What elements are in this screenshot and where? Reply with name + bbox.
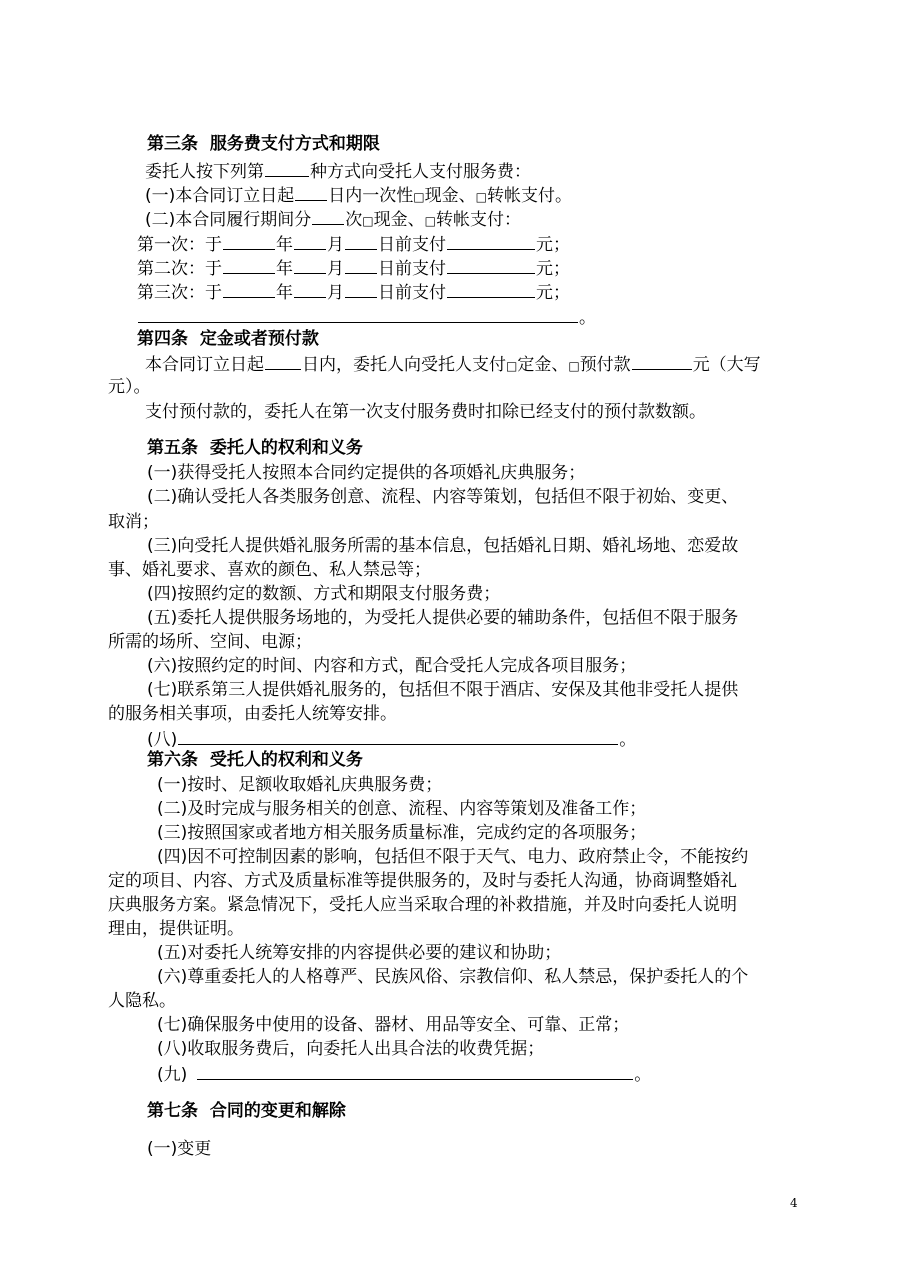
checkbox-icon[interactable]: □ <box>424 214 436 228</box>
blank-field[interactable] <box>447 231 535 250</box>
blank-field[interactable] <box>447 279 535 298</box>
art6-item-4-cont-3: 理由，提供证明。 <box>108 919 244 939</box>
art4-line-3: 支付预付款的，委托人在第一次支付服务费时扣除已经支付的预付款数额。 <box>145 402 706 422</box>
art5-item-7-cont: 的服务相关事项，由委托人统筹安排。 <box>108 704 397 724</box>
art5-item-3: (三)向受托人提供婚礼服务所需的基本信息，包括婚礼日期、婚礼场地、恋爱故 <box>147 536 739 556</box>
art6-item-9: (九) 。 <box>157 1061 651 1087</box>
article-3-title: 第三条 服务费支付方式和期限 <box>147 134 380 154</box>
blank-field[interactable] <box>447 255 535 274</box>
art6-item-4-cont-2: 庆典服务方案。紧急情况下，受托人应当采取合理的补救措施，并及时向委托人说明 <box>108 895 737 915</box>
checkbox-icon[interactable]: □ <box>475 190 487 204</box>
checkbox-icon[interactable]: □ <box>568 359 580 373</box>
article-7-title: 第七条 合同的变更和解除 <box>147 1101 346 1121</box>
art6-item-6: (六)尊重委托人的人格尊严、民族风俗、宗教信仰、私人禁忌，保护委托人的个 <box>157 967 749 987</box>
art6-item-6-cont: 人隐私。 <box>108 991 176 1011</box>
art4-line-2: 元）。 <box>108 377 151 397</box>
blank-field[interactable] <box>312 206 344 225</box>
art3-line-1: 委托人按下列第 种方式向受托人支付服务费： <box>145 158 531 184</box>
blank-field[interactable] <box>223 231 275 250</box>
payment-row-3: 第三次：于 年 月 日前支付 元； <box>137 279 570 305</box>
art7-item-1: (一)变更 <box>147 1139 212 1159</box>
blank-field[interactable] <box>345 279 377 298</box>
blank-field[interactable] <box>294 231 326 250</box>
blank-field[interactable] <box>345 231 377 250</box>
art5-item-2-cont: 取消； <box>108 512 159 532</box>
blank-field[interactable] <box>178 726 618 745</box>
checkbox-icon[interactable]: □ <box>413 190 425 204</box>
art5-item-6: (六)按照约定的时间、内容和方式，配合受托人完成各项目服务； <box>147 656 637 676</box>
art3-option-2: (二)本合同履行期间分 次□现金、□转帐支付： <box>145 206 521 233</box>
article-5-title: 第五条 委托人的权利和义务 <box>147 438 363 458</box>
art5-item-2: (二)确认受托人各类服务创意、流程、内容等策划，包括但不限于初始、变更、 <box>147 487 739 507</box>
art5-item-1: (一)获得受托人按照本合同约定提供的各项婚礼庆典服务； <box>147 463 586 483</box>
blank-field[interactable] <box>294 279 326 298</box>
page-number: 4 <box>790 1196 798 1210</box>
payment-row-1: 第一次：于 年 月 日前支付 元； <box>137 231 570 257</box>
art6-item-4-cont-1: 定的项目、内容、方式及质量标准等提供服务的，及时与委托人沟通，协商调整婚礼 <box>108 871 737 891</box>
checkbox-icon[interactable]: □ <box>506 359 518 373</box>
blank-field[interactable] <box>197 1061 633 1080</box>
checkbox-icon[interactable]: □ <box>362 214 374 228</box>
art4-line-1: 本合同订立日起 日内，委托人向受托人支付□定金、□预付款 元（大写 <box>145 351 761 378</box>
art6-item-5: (五)对委托人统筹安排的内容提供必要的建议和协助； <box>157 943 562 963</box>
art5-item-4: (四)按照约定的数额、方式和期限支付服务费； <box>147 584 501 604</box>
art5-item-5: (五)委托人提供服务场地的，为受托人提供必要的辅助条件，包括但不限于服务 <box>147 608 739 628</box>
article-4-title: 第四条 定金或者预付款 <box>137 329 319 349</box>
blank-field[interactable] <box>265 351 301 370</box>
blank-field[interactable] <box>345 255 377 274</box>
art5-item-3-cont: 事、婚礼要求、喜欢的颜色、私人禁忌等； <box>108 560 431 580</box>
art5-item-7: (七)联系第三人提供婚礼服务的，包括但不限于酒店、安保及其他非受托人提供 <box>147 680 739 700</box>
art6-item-1: (一)按时、足额收取婚礼庆典服务费； <box>157 775 443 795</box>
blank-field[interactable] <box>223 255 275 274</box>
article-6-title: 第六条 受托人的权利和义务 <box>147 750 363 770</box>
blank-field[interactable] <box>223 279 275 298</box>
art5-item-5-cont: 所需的场所、空间、电源； <box>108 632 312 652</box>
art6-item-8: (八)收取服务费后，向委托人出具合法的收费凭据； <box>157 1039 545 1059</box>
art5-item-8: (八) 。 <box>147 726 636 752</box>
art6-item-3: (三)按照国家或者地方相关服务质量标准，完成约定的各项服务； <box>157 823 647 843</box>
blank-field[interactable] <box>138 304 578 323</box>
blank-field[interactable] <box>294 255 326 274</box>
blank-field[interactable] <box>632 351 692 370</box>
blank-field[interactable] <box>295 182 327 201</box>
art3-blank-line: 。 <box>137 304 596 330</box>
art6-item-7: (七)确保服务中使用的设备、器材、用品等安全、可靠、正常； <box>157 1015 630 1035</box>
blank-field[interactable] <box>265 158 309 177</box>
art3-option-1: (一)本合同订立日起 日内一次性□现金、□转帐支付。 <box>145 182 572 209</box>
art6-item-4: (四)因不可控制因素的影响，包括但不限于天气、电力、政府禁止令，不能按约 <box>157 847 749 867</box>
art6-item-2: (二)及时完成与服务相关的创意、流程、内容等策划及准备工作； <box>157 799 647 819</box>
payment-row-2: 第二次：于 年 月 日前支付 元； <box>137 255 570 281</box>
